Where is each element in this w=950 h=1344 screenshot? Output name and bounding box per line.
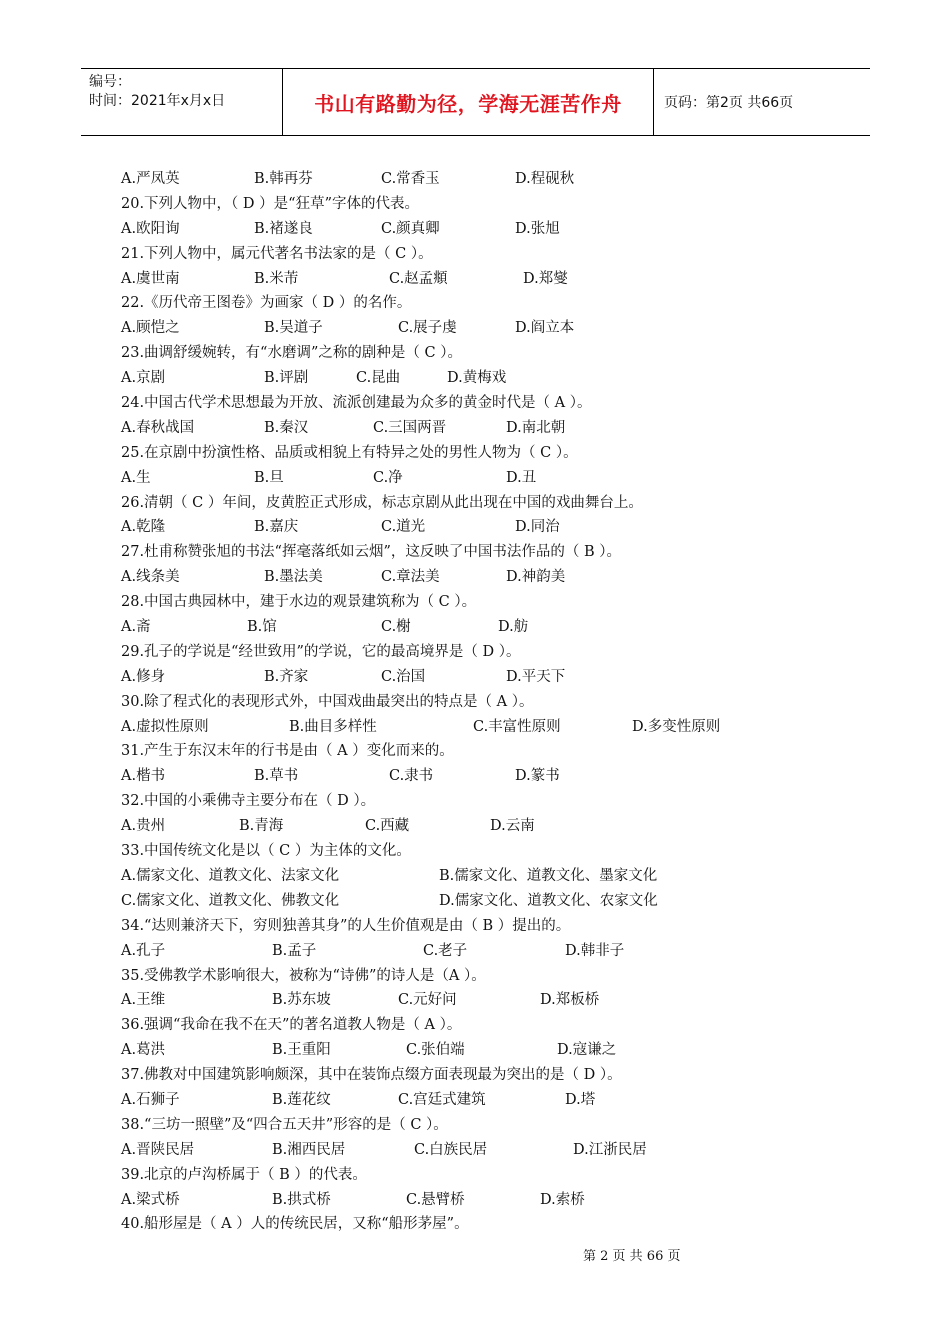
- footer-page-number: 第 2 页 共 66 页: [583, 1249, 681, 1264]
- option-item: B.馆: [247, 619, 277, 636]
- option-item: B.苏东坡: [272, 992, 331, 1009]
- option-item: D.塔: [565, 1091, 596, 1108]
- number-label: 编号：: [89, 74, 131, 90]
- option-item: D.索桥: [540, 1191, 585, 1208]
- options-line: [121, 864, 841, 889]
- header-motto: 书山有路勤为径，学海无涯苦作舟: [283, 69, 654, 135]
- question-line: 22.《历代帝王图卷》为画家（ D ）的名作。: [121, 295, 412, 312]
- option-item: D.郑燮: [523, 270, 568, 287]
- option-item: D.阎立本: [515, 320, 575, 337]
- option-item: A.虞世南: [121, 270, 180, 287]
- options-line: [121, 814, 841, 839]
- option-item: D.张旭: [515, 220, 560, 237]
- option-item: A.虚拟性原则: [121, 718, 209, 735]
- options-line: [121, 988, 841, 1013]
- option-item: B.王重阳: [272, 1042, 331, 1059]
- question-line: 32.中国的小乘佛寺主要分布在（ D ）。: [121, 793, 376, 810]
- question-line: 27.杜甫称赞张旭的书法“挥毫落纸如云烟”，这反映了中国书法作品的（ B ）。: [121, 544, 622, 561]
- options-line: [121, 316, 841, 341]
- date-label: 时间：2021年x月x日: [89, 93, 226, 109]
- option-item: A.顾恺之: [121, 320, 180, 337]
- option-item: A.楷书: [121, 768, 166, 785]
- option-item: C.隶书: [389, 768, 434, 785]
- option-item: D.神韵美: [506, 569, 566, 586]
- options-line: [121, 1088, 841, 1113]
- option-item: C.老子: [423, 942, 468, 959]
- option-item: A.梁式桥: [121, 1191, 180, 1208]
- option-item: A.石狮子: [121, 1091, 180, 1108]
- option-item: B.旦: [254, 469, 284, 486]
- option-item: B.韩再芬: [254, 171, 313, 187]
- question-line: 21.下列人物中，属元代著名书法家的是（ C ）。: [121, 245, 433, 262]
- option-item: C.儒家文化、道教文化、佛教文化: [121, 892, 340, 909]
- option-item: C.展子虔: [398, 320, 457, 337]
- option-item: B.米芾: [254, 270, 299, 287]
- options-line: [121, 267, 841, 292]
- options-line: [121, 939, 841, 964]
- option-item: B.青海: [239, 818, 284, 835]
- option-item: D.寇谦之: [557, 1042, 617, 1059]
- question-line: 24.中国古代学术思想最为开放、流派创建最为众多的黄金时代是（ A ）。: [121, 395, 592, 412]
- option-item: D.郑板桥: [540, 992, 600, 1009]
- options-line: [121, 764, 841, 789]
- question-line: 30.除了程式化的表现形式外，中国戏曲最突出的特点是（ A ）。: [121, 693, 534, 710]
- option-item: D.程砚秋: [515, 171, 575, 187]
- question-line: 34.“达则兼济天下，穷则独善其身”的人生价值观是由（ B ）提出的。: [121, 917, 571, 934]
- option-item: A.京剧: [121, 370, 166, 387]
- option-item: A.斋: [121, 619, 151, 636]
- option-item: A.春秋战国: [121, 419, 195, 436]
- option-item: D.多变性原则: [632, 718, 721, 735]
- question-line: 38.“三坊一照壁”及“四合五天井”形容的是（ C ）。: [121, 1116, 448, 1133]
- option-item: A.线条美: [121, 569, 180, 586]
- options-line: [121, 615, 841, 640]
- option-item: C.丰富性原则: [473, 718, 561, 735]
- option-item: D.云南: [490, 818, 535, 835]
- option-item: A.晋陕民居: [121, 1141, 195, 1158]
- question-line: 28.中国古典园林中，建于水边的观景建筑称为（ C ）。: [121, 594, 477, 611]
- option-item: C.宫廷式建筑: [398, 1091, 486, 1108]
- question-line: 37.佛教对中国建筑影响颇深，其中在装饰点缀方面表现最为突出的是（ D ）。: [121, 1067, 622, 1084]
- option-item: A.儒家文化、道教文化、法家文化: [121, 867, 340, 884]
- option-item: B.吴道子: [264, 320, 323, 337]
- question-line: 26.清朝（ C ）年间，皮黄腔正式形成，标志京剧从此出现在中国的戏曲舞台上。: [121, 494, 643, 511]
- options-line: [121, 715, 841, 740]
- option-item: A.修身: [121, 668, 166, 685]
- option-item: B.嘉庆: [254, 519, 299, 536]
- option-item: C.道光: [381, 519, 426, 536]
- options-line: [121, 565, 841, 590]
- options-line: [121, 665, 841, 690]
- options-line: [121, 1038, 841, 1063]
- option-item: B.齐家: [264, 668, 309, 685]
- option-item: A.乾隆: [121, 519, 166, 536]
- page-header: [81, 68, 870, 136]
- option-item: B.草书: [254, 768, 299, 785]
- option-item: C.赵孟頫: [389, 270, 448, 287]
- question-line: 25.在京剧中扮演性格、品质或相貌上有特异之处的男性人物为（ C ）。: [121, 444, 578, 461]
- options-line: [121, 889, 841, 914]
- option-item: D.丑: [506, 469, 537, 486]
- question-line: 35.受佛教学术影响很大，被称为“诗佛”的诗人是（A ）。: [121, 967, 486, 984]
- options-line: [121, 1138, 841, 1163]
- option-item: A.欧阳询: [121, 220, 180, 237]
- option-item: D.黄梅戏: [447, 370, 507, 387]
- question-line: 20.下列人物中，（ D ）是“狂草”字体的代表。: [121, 195, 419, 212]
- option-item: D.舫: [498, 619, 529, 636]
- option-item: A.王维: [121, 992, 166, 1009]
- options-line: [121, 167, 841, 192]
- header-meta: [81, 69, 283, 135]
- option-item: C.白族民居: [414, 1141, 488, 1158]
- options-line: [121, 466, 841, 491]
- options-line: [121, 416, 841, 441]
- option-item: A.孔子: [121, 942, 166, 959]
- option-item: C.颜真卿: [381, 220, 440, 237]
- option-item: C.净: [373, 469, 403, 486]
- option-item: D.儒家文化、道教文化、农家文化: [439, 892, 658, 909]
- option-item: B.墨法美: [264, 569, 323, 586]
- option-item: A.严凤英: [121, 171, 180, 187]
- option-item: D.江浙民居: [573, 1141, 647, 1158]
- question-line: 39.北京的卢沟桥属于（ B ）的代表。: [121, 1166, 367, 1183]
- option-item: B.褚遂良: [254, 220, 313, 237]
- option-item: B.湘西民居: [272, 1141, 346, 1158]
- question-list: [121, 167, 841, 1237]
- options-line: [121, 366, 841, 391]
- header-page-info: 页码：第2页 共66页: [664, 95, 794, 111]
- option-item: D.南北朝: [506, 419, 566, 436]
- option-item: B.莲花纹: [272, 1091, 331, 1108]
- option-item: B.秦汉: [264, 419, 309, 436]
- option-item: C.章法美: [381, 569, 440, 586]
- option-item: C.常香玉: [381, 171, 440, 187]
- option-item: D.平天下: [506, 668, 566, 685]
- option-item: A.贵州: [121, 818, 166, 835]
- question-line: 29.孔子的学说是“经世致用”的学说，它的最高境界是（ D ）。: [121, 643, 521, 660]
- option-item: C.昆曲: [356, 370, 401, 387]
- option-item: C.三国两晋: [373, 419, 447, 436]
- option-item: D.同治: [515, 519, 560, 536]
- question-line: 31.产生于东汉末年的行书是由（ A ）变化而来的。: [121, 743, 454, 760]
- options-line: [121, 217, 841, 242]
- option-item: B.儒家文化、道教文化、墨家文化: [439, 867, 658, 884]
- option-item: D.篆书: [515, 768, 560, 785]
- options-line: [121, 1188, 841, 1213]
- question-line: 36.强调“我命在我不在天”的著名道教人物是（ A ）。: [121, 1017, 462, 1034]
- option-item: C.榭: [381, 619, 411, 636]
- option-item: C.西藏: [365, 818, 410, 835]
- options-line: [121, 515, 841, 540]
- option-item: C.治国: [381, 668, 426, 685]
- option-item: B.孟子: [272, 942, 317, 959]
- option-item: B.拱式桥: [272, 1191, 331, 1208]
- question-line: 40.船形屋是（ A ）人的传统民居，又称“船形茅屋”。: [121, 1216, 469, 1233]
- option-item: C.元好问: [398, 992, 457, 1009]
- question-line: 23.曲调舒缓婉转，有“水磨调”之称的剧种是（ C ）。: [121, 345, 462, 362]
- option-item: A.葛洪: [121, 1042, 166, 1059]
- option-item: D.韩非子: [565, 942, 625, 959]
- option-item: B.评剧: [264, 370, 309, 387]
- option-item: C.悬臂桥: [406, 1191, 465, 1208]
- option-item: A.生: [121, 469, 151, 486]
- option-item: C.张伯端: [406, 1042, 465, 1059]
- option-item: B.曲目多样性: [289, 718, 377, 735]
- question-line: 33.中国传统文化是以（ C ）为主体的文化。: [121, 843, 411, 860]
